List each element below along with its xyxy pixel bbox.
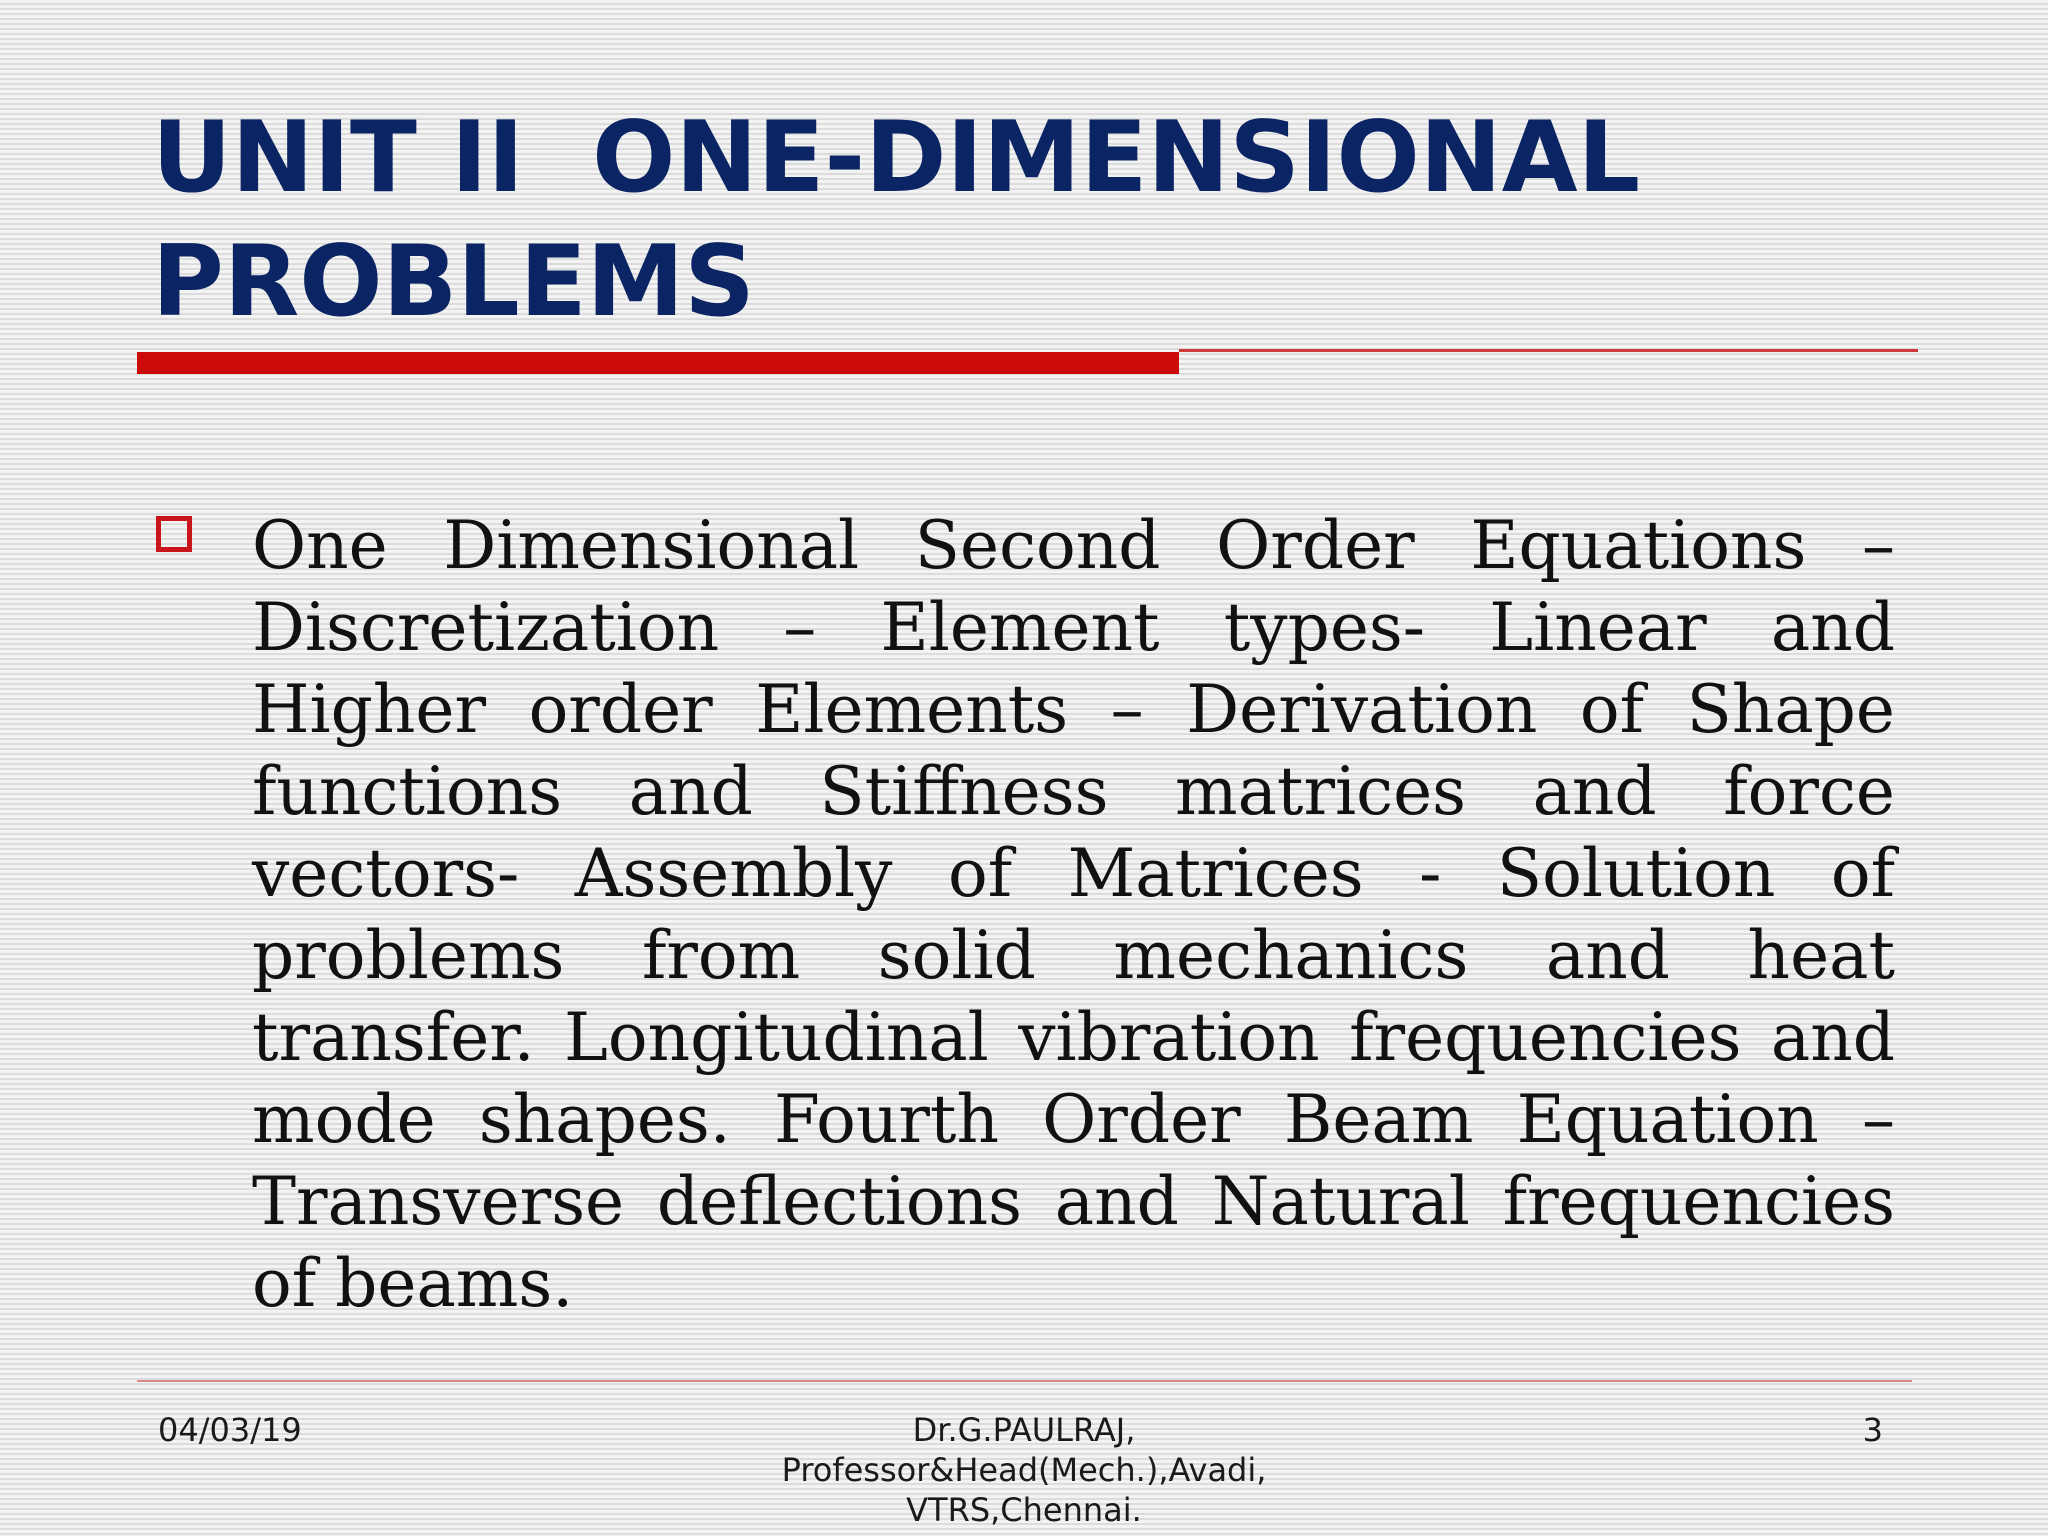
square-bullet-icon xyxy=(156,516,192,552)
title-underline-thick xyxy=(137,352,1179,374)
title-underline-thin xyxy=(1179,349,1918,352)
slide-title-line-1: UNIT II ONE-DIMENSIONAL xyxy=(152,101,1641,215)
page-number: 3 xyxy=(1862,1411,1883,1449)
slide-title-line-2: PROBLEMS xyxy=(152,225,755,339)
footer-author-line-1: Dr.G.PAULRAJ, xyxy=(912,1411,1136,1449)
slide-title xyxy=(152,96,1912,344)
footer-divider xyxy=(137,1380,1912,1382)
footer-author-line-3: VTRS,Chennai. xyxy=(906,1491,1142,1529)
bullet-text: One Dimensional Second Order Equations – Discretization – Element types- Linear and Higher order Elements – Derivation of Shape functions and Stiffness matrices and force vectors- Assembly of Matrices - Solution of problems from solid mechanics and heat transfer. Longitudinal vibration frequencies and mode shapes. Fourth Order Beam Equation – Transverse deflections and Natural frequencies of beams. xyxy=(252,507,1895,1322)
footer-date: 04/03/19 xyxy=(158,1411,302,1449)
footer-author xyxy=(724,1410,1324,1530)
footer-author-line-2: Professor&Head(Mech.),Avadi, xyxy=(781,1451,1267,1489)
